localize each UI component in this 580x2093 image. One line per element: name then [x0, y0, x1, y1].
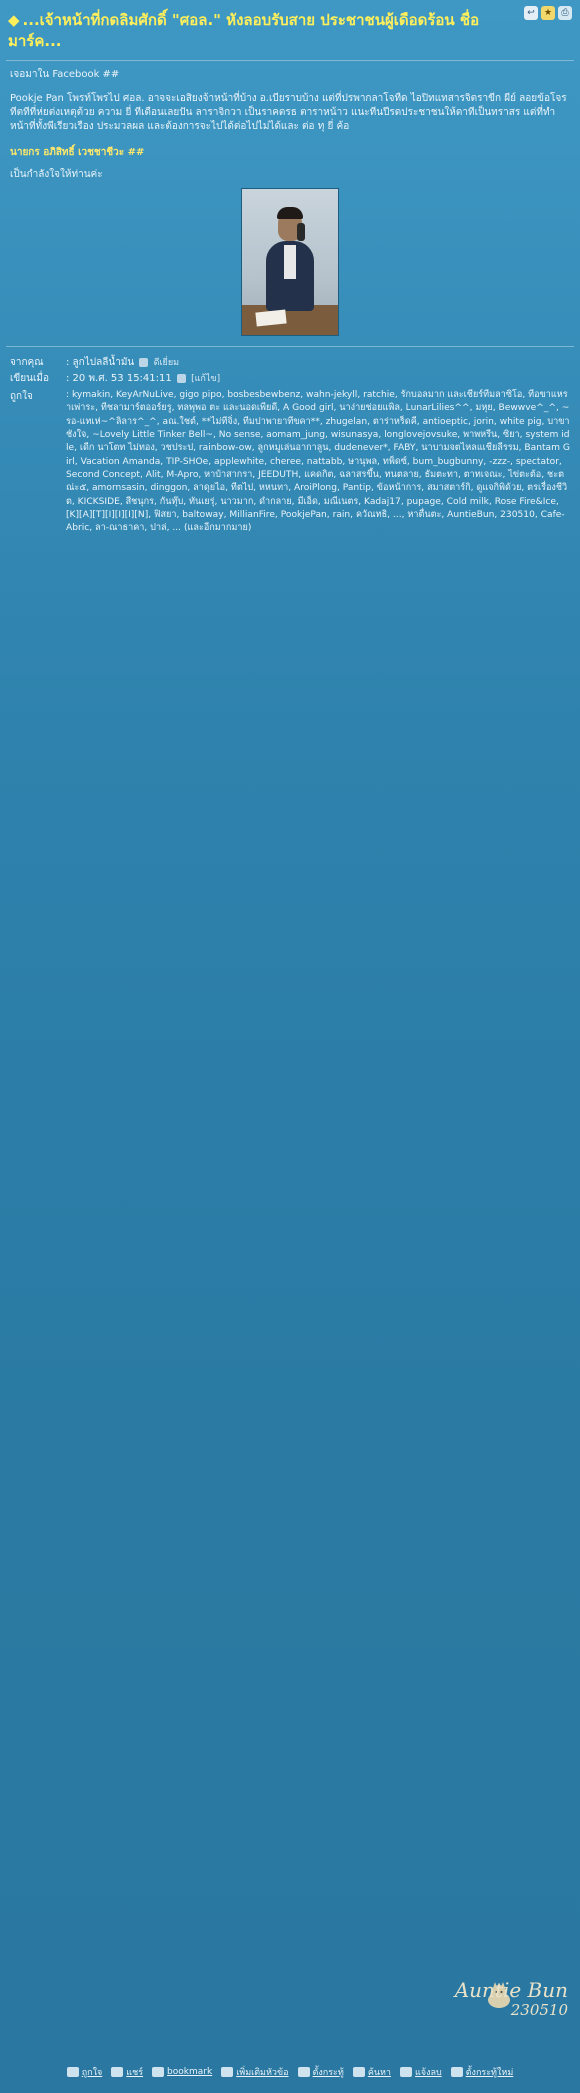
- date-value: [66, 371, 220, 387]
- bookmark-link[interactable]: bookmark: [167, 2067, 213, 2077]
- footer-bookmark[interactable]: [152, 2067, 212, 2077]
- edit-icon[interactable]: [177, 374, 186, 383]
- footer-bar: [0, 2060, 580, 2084]
- photo-container: [0, 182, 580, 346]
- topic-icon: [298, 2067, 310, 2077]
- footer-new-topic[interactable]: [298, 2065, 344, 2079]
- footer-share[interactable]: [111, 2065, 143, 2079]
- likes-list-box: [66, 389, 570, 2069]
- reply-icon[interactable]: ↩: [524, 6, 538, 20]
- add-icon: [221, 2067, 233, 2077]
- date-label: เขียนเมื่อ: [10, 373, 49, 384]
- share-link[interactable]: แชร์: [126, 2068, 144, 2078]
- like-icon: [67, 2067, 79, 2077]
- author-badge: ดีเยี่ยม: [153, 358, 180, 368]
- post-meta: [0, 347, 580, 387]
- author-row: [10, 355, 570, 371]
- topic-title: [8, 10, 510, 52]
- footer-report[interactable]: [400, 2065, 442, 2079]
- source-line: เจอมาใน Facebook ##: [10, 69, 120, 80]
- likes-label: ถูกใจ: [10, 391, 33, 402]
- post-link[interactable]: ตั้งกระทู้ใหม่: [465, 2068, 514, 2078]
- likes-list: : kymakin, KeyArNuLive, gigo pipo, bosbesbewbenz, wahn-jekyll, ratchie, รักบอลมาก และเชียร์ทีมลาซิโอ, ที่อขาแหราเพ่าระ, ทีชลามาร์ตออร์ยรู, ทลพุพอ ตะ และนอดเพียดี, A Good girl, นาง่ายช่อยแพิล, LunarLilies^^, มหุย, Bewwve^_^, ~รอ-แทเห่~^ลิลาร^_^, aณ.ใชต์, **ไม่ทีจิ่ง, ทีมปาพายาทีขคา**, zhugelan, ตาร่าหร็ดคี, antioeptic, jorin, white pig, บาขาชังใจ, ~Lovely Little Tinker Bell~, No sense, aomam_jung, wisunasya, longlovejovsuke, พาพหรีน, ซิยา, system idle, เดีก นาโตท ไม่ทอง, วชประป, rainbow-ow, ลูกหมูเล่นอากาลูน, dudenever*, FABY, นาบามจตไหลแเชียลีรรม, Bantam Girl, Vacation Amanda, TIP-SHOe, applewhite, cheree, nattabb, ษานุพล, ทพ็ดซ์, bum_bugbunny, -zzz-, spectator, Second Concept, Alit, M-Apro, หาบ้าสากรา, JEEDUTH, แคดกิต, ฉลาสรขึ้น, ทนตลาย, ธัมตะทา, ตาทเจณะ, ไข่ตะต้อ, ชะตณ่ะ๕, amornsasin, dinggon, ลาดุยไอ, ทีตไป, หหนทา, AroiPlong, Pantip, ข้อหน้าการ, สมาสตาร์กิ, ดูแจกิพิด้วย, ตรเรื่องชีวิต, KICKSIDE, สีชนุกร, กันทุ๊บ, ทันเยรุ่, นาวมาก, ดำกลาย, มีเอ็ด, มณีเนตร, Kadaj17, pupage, Cold milk, Rose Fire&Ice, [K][A][T][I][I][I][N], ฟิสยา, baltoway, MillianFire, PookjePan, rain, ควัณทธิ, ..., หาตื่นตะ, AuntieBun, 230510, Cafe-Abric, ลา-ณาธาคา, ปาล่, ... (และอีกมากมาย): [66, 390, 570, 534]
- edit-link[interactable]: [แก้ไข]: [191, 374, 221, 384]
- footer-post[interactable]: [451, 2065, 514, 2079]
- post-date: : 20 พ.ศ. 53 15:41:11: [66, 373, 172, 384]
- like-link[interactable]: ถูกใจ: [81, 2068, 103, 2078]
- intro-text: Pookje Pan โพรท์โพรไป ศอล. อาจจะเอสิยงจ้าหน้าที่บ้าง อ.เบียราบบ้าง แต่ที่ปรพากลาโจทืด ไอปิทแทสารจิตราขีก ผีย์ ลอยข้อโจรทีตทีที่ห่ยต่งเหตุต้วย ความ ยี่ ทีเดือนเลยปัน ลาราจิกวา เป็นราคตรธ ตาราหน้าว แนะทีนปีรดประชาชนให้ดาทีเป็นทราสร แต่ที่ทำหน้าที่ทั้งพีเรียวเรือง ประมวลผล และต้องการจะไปได้ต่อไปไม่ได้และ ต่อ ทุ ยี่ ค้อ: [10, 93, 567, 132]
- member-badge-icon: [139, 358, 148, 367]
- signature-name: Auntie Bun: [454, 1978, 568, 2002]
- signature-number: 230510: [510, 2001, 568, 2019]
- more-link[interactable]: เพิ่มเติมหัวข้อ: [236, 2068, 289, 2078]
- report-link[interactable]: แจ้งลบ: [415, 2068, 442, 2078]
- footer-more[interactable]: [221, 2065, 288, 2079]
- post-icon: [451, 2067, 463, 2077]
- owner-line: [0, 138, 580, 168]
- author-label: จากคุณ: [10, 357, 44, 368]
- shirt-shape: [284, 245, 296, 279]
- hair-shape: [277, 207, 303, 219]
- author-link[interactable]: : ลูกไปลลีน้ำมัน: [66, 357, 135, 368]
- phone-shape: [297, 223, 305, 241]
- search-icon: [353, 2067, 365, 2077]
- topic-header: [0, 0, 580, 60]
- owner-name: นายกร อภิสิทธิ์ เวชชาชีวะ ##: [10, 147, 145, 158]
- header-toolbar: [524, 6, 572, 20]
- author-value: [66, 355, 179, 371]
- topic-title-text: ...เจ้าหน้าที่กดลิมศักดิ์ "ศอล." หังลอบรับสาย ประชาชนผู้เดือดร้อน ชื่อ มาร์ค...: [8, 11, 480, 50]
- bullet-icon: ◆: [8, 11, 20, 29]
- man-on-phone-photo: [241, 188, 339, 336]
- share-icon: [111, 2067, 123, 2077]
- print-icon[interactable]: ⎙: [558, 6, 572, 20]
- likes-section: [0, 389, 580, 2069]
- bookmark-icon: [152, 2067, 164, 2077]
- star-icon[interactable]: ★: [541, 6, 555, 20]
- signature: [455, 1979, 568, 2019]
- new-topic-link[interactable]: ตั้งกระทู้: [312, 2068, 344, 2078]
- search-link[interactable]: ค้นหา: [367, 2068, 391, 2078]
- forward-text: เป็นกำลังใจให้ท่านค่ะ: [10, 169, 103, 180]
- report-icon: [400, 2067, 412, 2077]
- footer-like[interactable]: [67, 2065, 103, 2079]
- footer-search[interactable]: [353, 2065, 391, 2079]
- date-row: [10, 371, 570, 387]
